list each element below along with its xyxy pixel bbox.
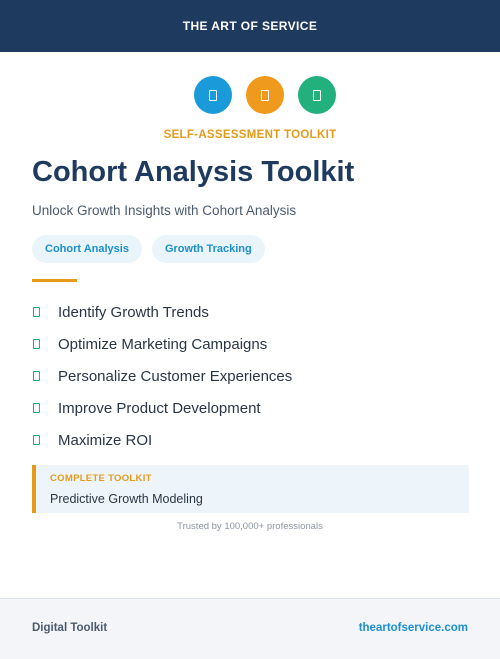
page-title: Cohort Analysis Toolkit [32,156,355,188]
callout-label: COMPLETE TOOLKIT [50,473,152,484]
tag-growth-tracking: Growth Tracking [152,235,265,263]
tag-cohort-analysis: Cohort Analysis [32,235,142,263]
benefit-label: Optimize Marketing Campaigns [58,335,268,353]
check-icon [33,307,40,317]
brand-name: THE ART OF SERVICE [182,19,318,33]
trust-note: Trusted by 100,000+ professionals [177,521,323,532]
callout-text: Predictive Growth Modeling [50,492,203,506]
benefit-item [32,424,292,456]
document-icon [194,76,232,114]
page-subtitle: Unlock Growth Insights with Cohort Analysis [32,203,297,218]
page-footer [0,598,500,659]
check-icon [33,403,40,413]
benefit-label: Personalize Customer Experiences [58,367,293,385]
kicker-label: SELF-ASSESSMENT TOOLKIT [163,129,337,141]
benefit-item [32,392,292,424]
benefit-item [32,296,292,328]
toolkit-callout [32,465,469,513]
accent-divider [32,279,77,282]
benefit-list [32,296,292,456]
brand-header [0,0,500,52]
document-icon [298,76,336,114]
benefit-item [32,328,292,360]
benefit-label: Maximize ROI [58,431,153,449]
icon-row [0,76,500,114]
benefit-label: Identify Growth Trends [58,303,209,321]
footer-website-link[interactable]: theartofservice.com [358,622,468,634]
check-icon [33,435,40,445]
benefit-label: Improve Product Development [58,399,261,417]
check-icon [33,371,40,381]
footer-product-label: Digital Toolkit [32,622,108,634]
document-icon [246,76,284,114]
benefit-item [32,360,292,392]
check-icon [33,339,40,349]
tag-list [32,235,275,263]
